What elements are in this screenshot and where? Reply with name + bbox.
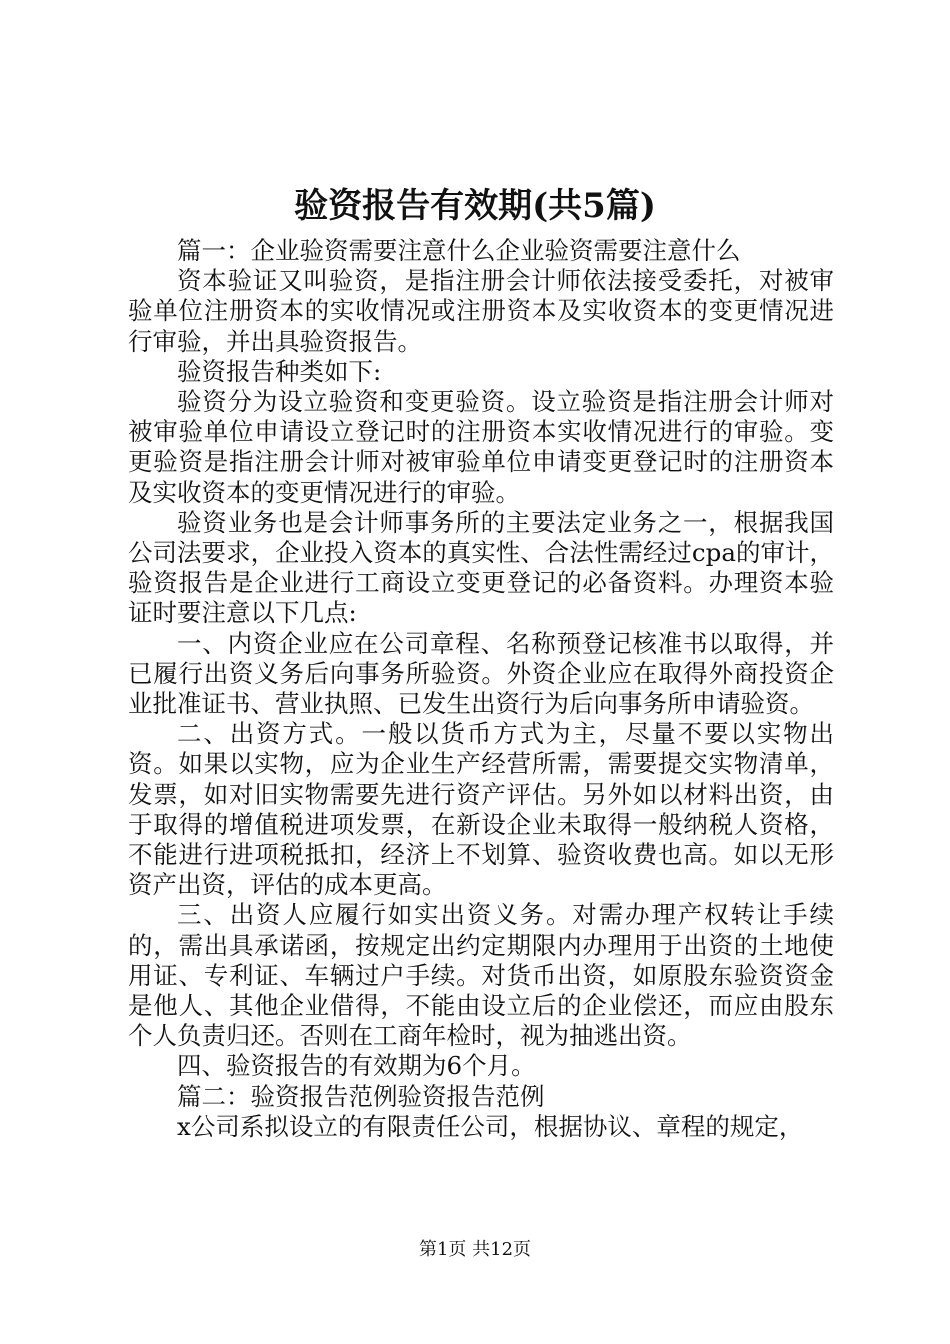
paragraph: 一、内资企业应在公司章程、名称预登记核准书以取得，并已履行出资义务后向事务所验资。外资企业应在取得外商投资企业批准证书、营业执照、已发生出资行为后向事务所申请验资。 [128, 628, 834, 719]
paragraph: 篇一：企业验资需要注意什么企业验资需要注意什么 [177, 236, 741, 265]
paragraph: 验资业务也是会计师事务所的主要法定业务之一，根据我国公司法要求，企业投入资本的真实性、合法性需经过cpa的审计，验资报告是企业进行工商设立变更登记的必备资料。办理资本验证时要注意以下几点: [128, 507, 834, 628]
paragraph: 篇二：验资报告范例验资报告范例 [177, 1081, 545, 1111]
document-title: 验资报告有效期(共5篇) [294, 186, 656, 226]
paragraph: 三、出资人应履行如实出资义务。对需办理产权转让手续的，需出具承诺函，按规定出约定期限内办理用于出资的土地使用证、专利证、车辆过户手续。对货币出资，如原股东验资资金是他人、其他企业借得，不能由设立后的企业偿还，而应由股东个人负责归还。否则在工商年检时，视为抽逃出资。 [128, 900, 834, 1051]
paragraph: 四、验资报告的有效期为6个月。 [177, 1051, 536, 1081]
paragraph: 资本验证又叫验资，是指注册会计师依法接受委托，对被审验单位注册资本的实收情况或注册资本及实收资本的变更情况进行审验，并出具验资报告。 [128, 266, 834, 356]
paragraph: 二、出资方式。一般以货币方式为主，尽量不要以实物出资。如果以实物，应为企业生产经营所需，需要提交实物清单，发票，如对旧实物需要先进行资产评估。另外如以材料出资，由于取得的增值税进项发票，在新设企业未取得一般纳税人资格，不能进行进项税抵扣，经济上不划算、验资收费也高。如以无形资产出资，评估的成本更高。 [128, 719, 834, 900]
page-number-footer: 第1页 共12页 [418, 1239, 532, 1260]
paragraph: 验资分为设立验资和变更验资。设立验资是指注册会计师对被审验单位申请设立登记时的注册资本实收情况进行的审验。变更验资是指注册会计师对被审验单位申请变更登记时的注册资本及实收资本的变更情况进行的审验。 [128, 387, 834, 507]
paragraph: 验资报告种类如下: [177, 356, 382, 386]
paragraph: x公司系拟设立的有限责任公司，根据协议、章程的规定， [177, 1111, 804, 1141]
document-body [128, 236, 834, 1142]
